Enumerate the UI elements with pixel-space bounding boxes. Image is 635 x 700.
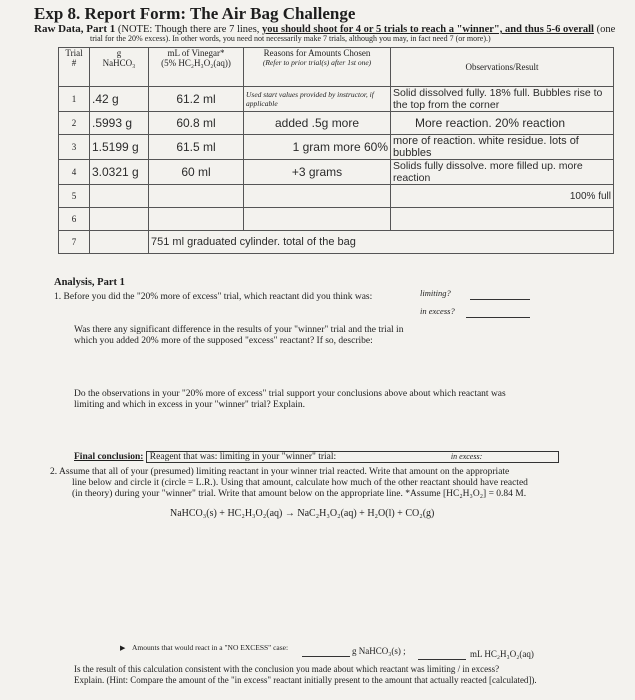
cell-trial: 4: [59, 160, 90, 185]
table-row: [59, 231, 614, 254]
header-reason: [244, 48, 391, 87]
limiting-answer-field[interactable]: [470, 289, 530, 300]
cell-trial: 2: [59, 112, 90, 135]
table-row: [59, 135, 614, 160]
question-1c-line1: Do the observations in your "20% more of excess" trial support your conclusions above about which reactant was: [74, 389, 506, 399]
analysis-heading: Analysis, Part 1: [54, 277, 125, 288]
amounts-ml-label: mL HC₂H₃O₂(aq): [470, 649, 534, 659]
header-reason-title: Reasons for Amounts Chosen: [263, 48, 371, 58]
cell-reason[interactable]: 1 gram more 60%: [244, 135, 391, 160]
question-1: 1. Before you did the "20% more of excess" trial, which reactant did you think was:: [54, 292, 373, 302]
in-excess-answer-field[interactable]: [466, 307, 530, 318]
table-header-row: [59, 48, 614, 87]
cell-g[interactable]: 1.5199 g: [90, 135, 149, 160]
cell-reason[interactable]: [244, 208, 391, 231]
header-reason-sub: (Refer to prior trial(s) after 1st one): [262, 58, 372, 67]
cell-trial: 1: [59, 87, 90, 112]
cell-trial: 5: [59, 185, 90, 208]
vinegar-amount-field[interactable]: [418, 649, 466, 660]
amounts-label: Amounts that would react in a "NO EXCESS" case:: [132, 643, 289, 652]
cell-g[interactable]: 3.0321 g: [90, 160, 149, 185]
question-1c-line2: limiting and which in excess in your "winner" trial? Explain.: [74, 400, 305, 410]
cell-reason[interactable]: added .5g more: [244, 112, 391, 135]
raw-heading: Raw Data, Part 1: [34, 23, 116, 35]
final-excess-label: in excess:: [450, 452, 483, 461]
question-3-line1: Is the result of this calculation consistent with the conclusion you made about which reactant was limiting / in excess?: [74, 664, 500, 674]
raw-data-table: [58, 47, 614, 254]
cell-obs[interactable]: [391, 208, 614, 231]
final-conclusion-box: [146, 451, 559, 463]
cell-ml[interactable]: 61.2 ml: [149, 87, 244, 112]
final-conclusion-text: Reagent that was: limiting in your "winner" trial:: [149, 452, 337, 462]
limiting-label: limiting?: [420, 288, 451, 298]
amounts-g-label: g NaHCO₃(s) ;: [352, 646, 406, 656]
cell-g[interactable]: [90, 208, 149, 231]
question-2-line3: (in theory) during your "winner" trial. Write that amount below on the appropriate line. *Assume [HC₂H₃O₂] = 0.84 M.: [72, 489, 527, 499]
page-title: Exp 8. Report Form: The Air Bag Challenge: [34, 4, 356, 23]
cell-obs[interactable]: more of reaction. white residue. lots of bubbles: [391, 135, 614, 160]
cell-ml[interactable]: [149, 208, 244, 231]
header-ml: mL of Vinegar* (5% HC₂H₃O₂(aq)): [149, 48, 244, 87]
cell-obs[interactable]: Solid dissolved fully. 18% full. Bubbles rise to the top from the corner: [391, 87, 614, 112]
final-conclusion: [74, 452, 559, 462]
question-3-line2: Explain. (Hint: Compare the amount of the "in excess" reactant initially present to the amount that actually reacted [calculated]).: [74, 675, 537, 685]
raw-note-line2: trial for the 20% excess). In other words, you need not necessarily make 7 trials, although you may, in fact need 7 (or more).): [90, 34, 491, 43]
cell-ml[interactable]: 60 ml: [149, 160, 244, 185]
cell-obs[interactable]: 100% full: [391, 185, 614, 208]
question-1b-line2: which you added 20% more of the supposed "excess" reactant? If so, describe:: [74, 336, 373, 346]
cell-trial: 7: [59, 231, 90, 254]
table-row: [59, 160, 614, 185]
question-2-line2: line below and circle it (circle = L.R.). Using that amount, calculate how much of the other reactant should have reacted: [72, 478, 528, 488]
question-1b-line1: Was there any significant difference in the results of your "winner" trial and the trial in: [74, 325, 404, 335]
arrow-icon: ▶: [120, 644, 126, 652]
cell-reason[interactable]: +3 grams: [244, 160, 391, 185]
cell-g[interactable]: [90, 231, 149, 254]
cell-reason[interactable]: Used start values provided by instructor, if applicable: [244, 87, 391, 112]
final-conclusion-label: Final conclusion:: [74, 452, 144, 462]
table-row: [59, 185, 614, 208]
cell-g[interactable]: .5993 g: [90, 112, 149, 135]
table-row: [59, 208, 614, 231]
cell-ml[interactable]: 61.5 ml: [149, 135, 244, 160]
raw-note-c: (one: [596, 24, 616, 35]
cell-trial: 3: [59, 135, 90, 160]
cell-obs[interactable]: Solids fully dissolve. more filled up. more reaction: [391, 160, 614, 185]
header-g: g NaHCO₃: [90, 48, 149, 87]
raw-note-b: you should shoot for 4 or 5 trials to reach a "winner", and thus 5-6 overall: [262, 24, 594, 35]
cell-trial: 6: [59, 208, 90, 231]
reaction-equation: NaHCO₃(s) + HC₂H₃O₂(aq) → NaC₂H₃O₂(aq) + H₂O(l) + CO₂(g): [170, 508, 435, 519]
table-row: [59, 87, 614, 112]
cell-obs[interactable]: More reaction. 20% reaction: [391, 112, 614, 135]
header-trial: Trial #: [59, 48, 90, 87]
raw-note-a: (NOTE: Though there are 7 lines,: [117, 24, 260, 35]
nahco3-amount-field[interactable]: [302, 646, 350, 657]
question-2-line1: 2. Assume that all of your (presumed) limiting reactant in your winner trial reacted. Write that amount on the appropriate: [50, 467, 510, 477]
table-row: [59, 112, 614, 135]
cell-g[interactable]: .42 g: [90, 87, 149, 112]
cell-ml[interactable]: [149, 185, 244, 208]
in-excess-label: in excess?: [420, 306, 455, 316]
cell-ml[interactable]: 60.8 ml: [149, 112, 244, 135]
cell-note[interactable]: 751 ml graduated cylinder. total of the bag: [149, 231, 614, 254]
cell-reason[interactable]: [244, 185, 391, 208]
cell-g[interactable]: [90, 185, 149, 208]
header-obs: Observations/Result: [391, 48, 614, 87]
